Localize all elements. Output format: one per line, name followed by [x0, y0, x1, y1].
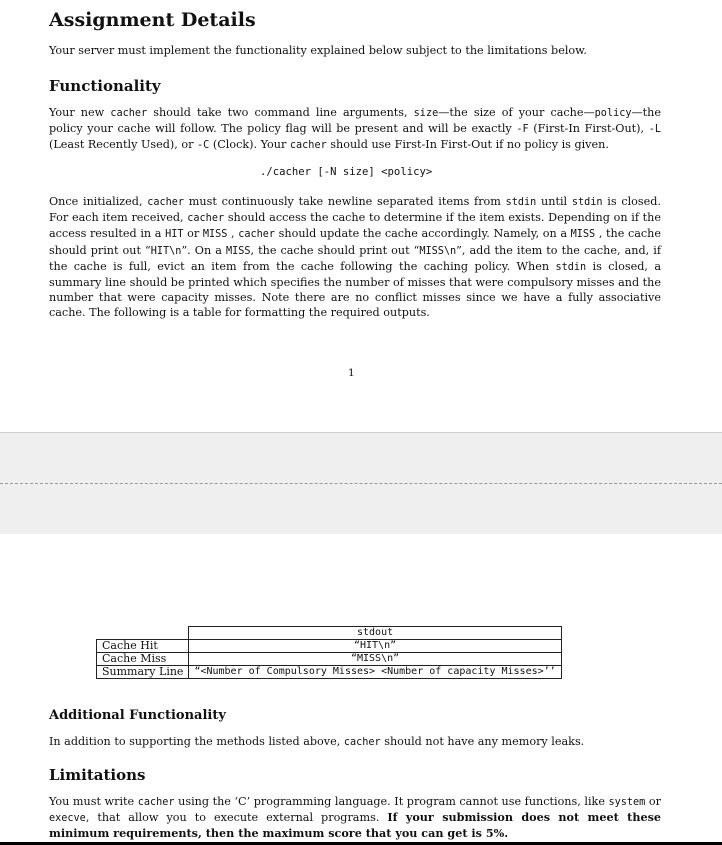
text-run: should update the cache accordingly. Namely, on a [275, 227, 571, 241]
table-row-value: “MISS\n” [189, 653, 561, 666]
table-row [97, 666, 562, 679]
text-run: , the cache should print out “ [49, 227, 662, 257]
code-text: cacher [238, 229, 276, 241]
code-text: HIT\n [150, 245, 182, 257]
text-run: —the size of your cache— [438, 106, 595, 119]
page-break-gap [0, 432, 722, 535]
text-run: is closed, a summary line should be printed which specifies the number of misses that were compulsory misses and the number that were capacity misses. Note there are no conflict misses since we have a fully associative cache. The following is a table for formatting the required outputs. [49, 259, 661, 320]
limitations-paragraph [49, 794, 661, 842]
text-run: , [227, 227, 239, 241]
table-header-stdout: stdout [189, 627, 561, 640]
page-number: 1 [348, 367, 355, 379]
text-run: should access the cache to determine if the item exists. Depending on if the access resulted in a [49, 211, 661, 241]
table-row-label: Cache Miss [97, 653, 189, 666]
table-row [97, 640, 562, 653]
text-run: using the ‘C’ programming language. It program cannot use functions, like [174, 795, 609, 808]
code-text: stdin [571, 197, 603, 208]
table-header-blank [97, 627, 189, 640]
text-run: ”. On a [181, 243, 226, 257]
bold-text: If your submission does not meet these minimum requirements, then the maximum score that you can get is 5%. [49, 810, 661, 841]
code-text: cacher [343, 737, 381, 748]
text-run: (Clock). Your [209, 138, 290, 152]
text-run: should take two command line arguments, [147, 106, 414, 119]
code-text: system [608, 797, 646, 808]
code-text: -C [197, 140, 210, 152]
table-row-label: Cache Hit [97, 640, 189, 653]
text-run: (First-In First-Out), [528, 122, 649, 136]
text-run: —the policy your cache will follow. The policy flag will be present and will be exactly [49, 106, 661, 136]
code-text: MISS [202, 229, 228, 241]
additional-functionality-heading: Additional Functionality [49, 708, 226, 723]
code-text: size [413, 108, 439, 119]
code-text: cacher [289, 140, 327, 152]
text-run: until [536, 195, 572, 208]
text-run: (Least Recently Used), or [49, 138, 198, 152]
additional-functionality-paragraph [49, 734, 661, 750]
code-text: MISS [225, 245, 251, 257]
page-break-divider [0, 483, 722, 484]
command-usage: ./cacher [-N size] <policy> [260, 166, 433, 178]
code-text: policy [594, 108, 632, 119]
text-run: ”, add the item to the cache, and, if the cache is full, evict an item from the cache following the caching policy. When [49, 243, 661, 273]
text-run: is closed. For each item received, [49, 195, 661, 225]
text-run: , that allow you to execute external programs. [85, 811, 388, 825]
intro-paragraph: Your server must implement the functionality explained below subject to the limitations below. [49, 44, 587, 57]
functionality-heading: Functionality [49, 77, 161, 95]
code-text: cacher [110, 108, 148, 119]
table-row-value: “HIT\n” [189, 640, 561, 653]
text-run: Once initialized, [49, 195, 148, 208]
code-text: MISS [570, 229, 596, 241]
table-row [97, 653, 562, 666]
code-text: MISS\n [419, 245, 457, 257]
code-text: cacher [137, 797, 175, 808]
page-title: Assignment Details [49, 9, 256, 31]
table-row-value: “<Number of Compulsory Misses> <Number of capacity Misses>’’ [189, 666, 561, 679]
table-row-label: Summary Line [97, 666, 189, 679]
text-run: In addition to supporting the methods listed above, [49, 735, 344, 748]
text-run: , the cache should print out “ [250, 243, 420, 257]
functionality-paragraph [49, 105, 661, 154]
description-paragraph [49, 194, 661, 321]
code-text: stdin [505, 197, 537, 208]
text-run: should not have any memory leaks. [380, 735, 585, 748]
text-run: should use First-In First-Out if no policy is given. [326, 138, 609, 152]
text-run: must continuously take newline separated items from [184, 195, 506, 208]
output-format-table [96, 626, 562, 679]
code-text: stdin [555, 261, 587, 273]
limitations-heading: Limitations [49, 766, 146, 784]
code-text: cacher [187, 213, 225, 225]
text-run: You must write [49, 795, 138, 808]
text-run: or [645, 795, 661, 808]
code-text: HIT [165, 229, 184, 241]
code-text: -F [516, 124, 529, 136]
code-text: cacher [147, 197, 185, 208]
code-text: -L [648, 124, 661, 136]
text-run: or [183, 227, 203, 241]
text-run: Your new [49, 106, 111, 119]
table-header-row [97, 627, 562, 640]
document-page-2 [0, 534, 722, 845]
code-text: execve [49, 813, 86, 825]
